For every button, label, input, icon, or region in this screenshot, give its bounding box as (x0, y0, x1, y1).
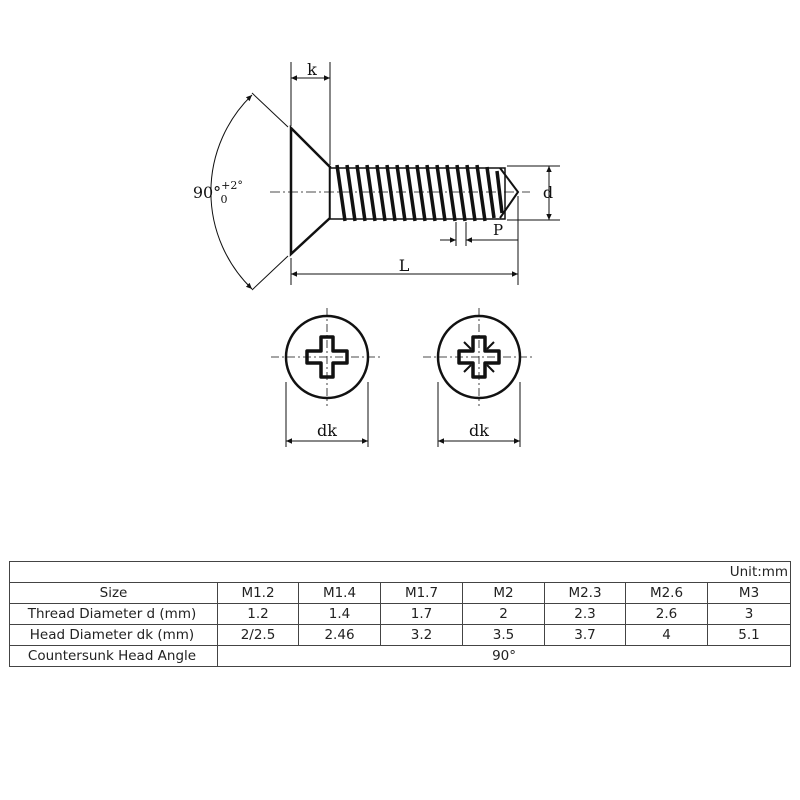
value-cell: 1.7 (381, 604, 463, 625)
value-cell: 5.1 (708, 625, 791, 646)
size-cell: M1.4 (299, 583, 381, 604)
value-cell: 3.2 (381, 625, 463, 646)
dim-label-L: L (398, 256, 410, 275)
size-cell: M1.2 (218, 583, 299, 604)
dim-label-P: P (492, 221, 504, 239)
screw-head (291, 128, 330, 254)
dim-label-angle-upper-tol: +2° (221, 179, 243, 192)
dim-label-d: d (542, 183, 554, 202)
value-cell: 2.46 (299, 625, 381, 646)
value-cell: 2 (463, 604, 545, 625)
dim-label-dk-phillips: dk (317, 421, 337, 440)
size-cell: M3 (708, 583, 791, 604)
screw-side-view (270, 128, 530, 254)
value-cell: 2.6 (626, 604, 708, 625)
unit-label: Unit:mm (10, 562, 791, 583)
size-row (10, 583, 791, 604)
value-cell: 2/2.5 (218, 625, 299, 646)
row-label: Countersunk Head Angle (10, 646, 218, 667)
value-cell: 1.4 (299, 604, 381, 625)
dim-label-dk-pozidriv: dk (469, 421, 489, 440)
row-label: Thread Diameter d (mm) (10, 604, 218, 625)
value-cell: 2.3 (545, 604, 626, 625)
value-cell: 1.2 (218, 604, 299, 625)
thread-diameter-row (10, 604, 791, 625)
dim-label-k: k (307, 60, 317, 79)
spec-table (9, 561, 791, 667)
value-cell: 3.7 (545, 625, 626, 646)
value-cell: 3.5 (463, 625, 545, 646)
head-angle-value: 90° (218, 646, 791, 667)
head-diameter-row (10, 625, 791, 646)
value-cell: 3 (708, 604, 791, 625)
value-cell: 4 (626, 625, 708, 646)
size-cell: M2 (463, 583, 545, 604)
dim-label-angle: 90° (192, 183, 222, 202)
size-cell: M1.7 (381, 583, 463, 604)
size-header: Size (10, 583, 218, 604)
size-cell: M2.6 (626, 583, 708, 604)
size-cell: M2.3 (545, 583, 626, 604)
dim-label-angle-lower-tol: 0 (220, 193, 228, 206)
head-angle-row (10, 646, 791, 667)
row-label: Head Diameter dk (mm) (10, 625, 218, 646)
unit-row (10, 562, 791, 583)
